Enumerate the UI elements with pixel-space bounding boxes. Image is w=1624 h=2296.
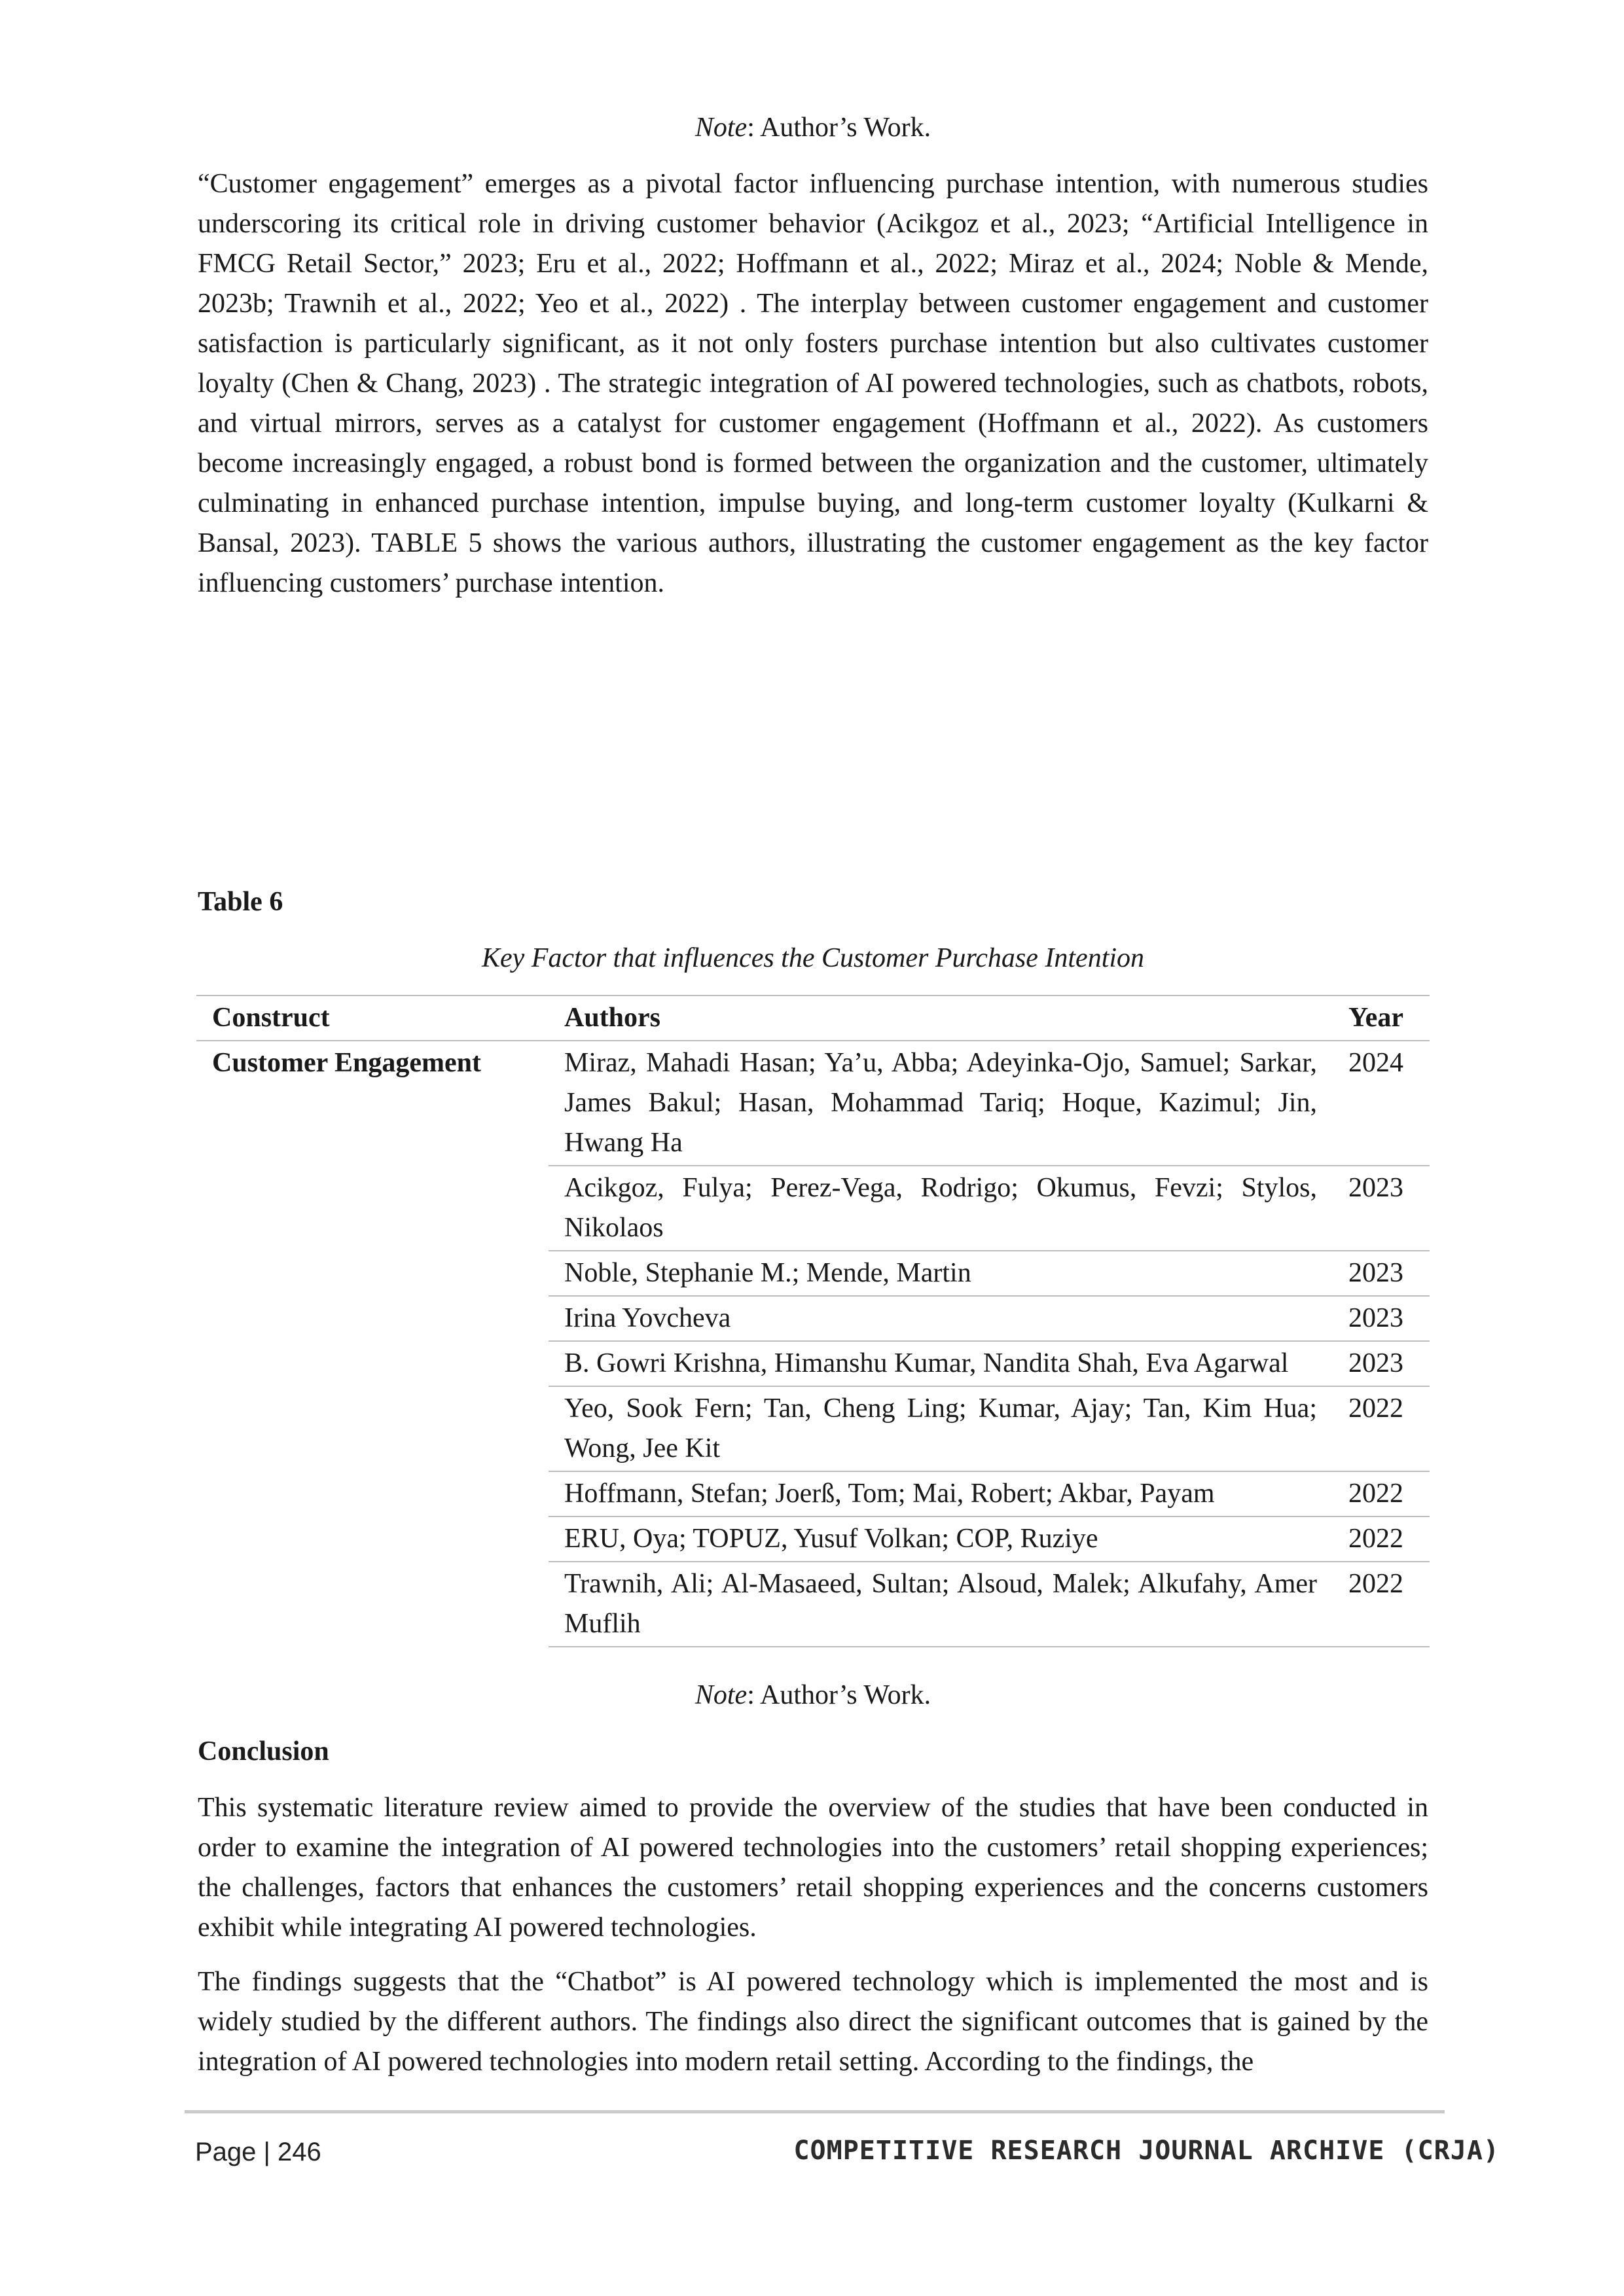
conclusion-paragraph-1: This systematic literature review aimed to provide the overview of the studies that have been conducted in order to examine the integration of AI powered technologies into the customers’ retail shopping experiences; the challenges, factors that enhances the customers’ retail shopping experiences and the concerns customers exhibit while integrating AI powered technologies.: [198, 1793, 1428, 1943]
conclusion-paragraph-2: The findings suggests that the “Chatbot” is AI powered technology which is implemented the most and is widely studied by the different authors. The findings also direct the significant outcomes that is gained by the integration of AI powered technologies into modern retail setting. According to the findings, the: [198, 1967, 1428, 2077]
conclusion-paragraph-2-block: [198, 1962, 1428, 2082]
year-cell: 2022: [1333, 1386, 1430, 1471]
authors-cell: Irina Yovcheva: [549, 1296, 1333, 1341]
top-note: [198, 108, 1428, 148]
journal-name: COMPETITIVE RESEARCH JOURNAL ARCHIVE (CRJA): [793, 2136, 1500, 2166]
table-row: [196, 1041, 1430, 1166]
year-cell: 2023: [1333, 1251, 1430, 1296]
authors-cell: Yeo, Sook Fern; Tan, Cheng Ling; Kumar, Ajay; Tan, Kim Hua; Wong, Jee Kit: [549, 1386, 1333, 1471]
footer-divider: [185, 2110, 1445, 2113]
key-factor-table: [196, 995, 1430, 1647]
authors-cell: Noble, Stephanie M.; Mende, Martin: [549, 1251, 1333, 1296]
year-cell: 2023: [1333, 1341, 1430, 1386]
header-authors: Authors: [549, 996, 1333, 1041]
table-label: Table 6: [198, 887, 283, 917]
page-number: Page | 246: [195, 2138, 321, 2166]
top-note-label: Note: [695, 113, 748, 143]
authors-cell: B. Gowri Krishna, Himanshu Kumar, Nandita Shah, Eva Agarwal: [549, 1341, 1333, 1386]
table-note: [198, 1676, 1428, 1715]
header-construct: Construct: [196, 996, 549, 1041]
construct-cell: Customer Engagement: [212, 1048, 482, 1078]
intro-section: [198, 164, 1428, 603]
conclusion-paragraph-1-block: [198, 1788, 1428, 1948]
top-note-text: : Author’s Work.: [747, 113, 931, 143]
authors-cell: Acikgoz, Fulya; Perez-Vega, Rodrigo; Okumus, Fevzi; Stylos, Nikolaos: [549, 1166, 1333, 1251]
year-cell: 2023: [1333, 1166, 1430, 1251]
table-note-label: Note: [695, 1680, 748, 1710]
year-cell: 2024: [1333, 1041, 1430, 1166]
year-cell: 2022: [1333, 1516, 1430, 1562]
authors-cell: ERU, Oya; TOPUZ, Yusuf Volkan; COP, Ruziye: [549, 1516, 1333, 1562]
year-cell: 2022: [1333, 1471, 1430, 1516]
authors-cell: Hoffmann, Stefan; Joerß, Tom; Mai, Robert; Akbar, Payam: [549, 1471, 1333, 1516]
intro-paragraph: “Customer engagement” emerges as a pivotal factor influencing purchase intention, with numerous studies underscoring its critical role in driving customer behavior (Acikgoz et al., 2023; “Artificial Intelligence in FMCG Retail Sector,” 2023; Eru et al., 2022; Hoffmann et al., 2022; Miraz et al., 2024; Noble & Mende, 2023b; Trawnih et al., 2022; Yeo et al., 2022) . The interplay between customer engagement and customer satisfaction is particularly significant, as it not only fosters purchase intention but also cultivates customer loyalty (Chen & Chang, 2023) . The strategic integration of AI powered technologies, such as chatbots, robots, and virtual mirrors, serves as a catalyst for customer engagement (Hoffmann et al., 2022). As customers become increasingly engaged, a robust bond is formed between the organization and the customer, ultimately culminating in enhanced purchase intention, impulse buying, and long-term customer loyalty (Kulkarni & Bansal, 2023). TABLE 5 shows the various authors, illustrating the customer engagement as the key factor influencing customers’ purchase intention.: [198, 169, 1428, 598]
header-year: Year: [1333, 996, 1430, 1041]
table-note-text: : Author’s Work.: [747, 1680, 931, 1710]
authors-cell: Trawnih, Ali; Al-Masaeed, Sultan; Alsoud, Malek; Alkufahy, Amer Muflih: [549, 1562, 1333, 1647]
authors-cell: Miraz, Mahadi Hasan; Ya’u, Abba; Adeyinka-Ojo, Samuel; Sarkar, James Bakul; Hasan, Mohammad Tariq; Hoque, Kazimul; Jin, Hwang Ha: [549, 1041, 1333, 1166]
table-caption: Key Factor that influences the Customer Purchase Intention: [481, 943, 1145, 973]
year-cell: 2022: [1333, 1562, 1430, 1647]
table-header-row: [196, 996, 1430, 1041]
conclusion-heading: Conclusion: [198, 1736, 329, 1767]
year-cell: 2023: [1333, 1296, 1430, 1341]
